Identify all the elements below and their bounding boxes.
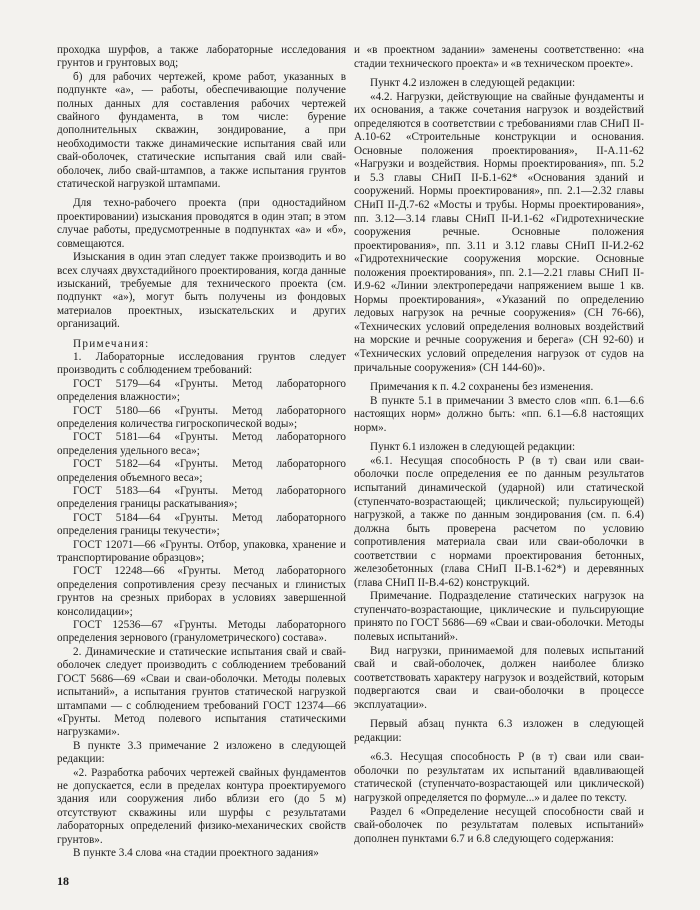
paragraph: Пункт 6.1 изложен в следующей редакции: bbox=[370, 441, 576, 454]
gost-item: ГОСТ 5182—64 «Грунты. Метод лабораторного определения объемного веса»; bbox=[57, 458, 346, 484]
paragraph: Изыскания в один этап следует также производить и во всех случаях двухстадийного проектирования, когда данные изысканий, требуемые для технического проекта (см. подпункт «а»), могут быть получены из фондовых материалов проектных, изыскательских и других организаций. bbox=[57, 251, 346, 331]
paragraph: «2. Разработка рабочих чертежей свайных фундаментов не допускается, если в пределах контура проектируемого здания или сооружения либо вблизи его (до 5 м) отсутствуют скважины или шурфы с результатами лабораторных определений физико-механических свойств грунтов». bbox=[57, 766, 346, 846]
paragraph: Первый абзац пункта 6.3 изложен в следующей редакции: bbox=[354, 718, 644, 744]
paragraph: Вид нагрузки, принимаемой для полевых испытаний свай и свай-оболочек, должен наиболее близко соответствовать характеру нагрузок и воздействий, которым подвергаются сваи и сваи-оболочки в процессе эксплуатации». bbox=[354, 644, 644, 711]
paragraph: 1. Лабораторные исследования грунтов следует производить с соблюдением требований: bbox=[57, 350, 346, 377]
gost-item: ГОСТ 5181—64 «Грунты. Метод лабораторного определения удельного веса»; bbox=[57, 431, 346, 457]
gost-item: ГОСТ 12536—67 «Грунты. Методы лабораторного определения зернового (гранулометрического) состава». bbox=[57, 619, 346, 645]
paragraph: Для техно-рабочего проекта (при одностадийном проектировании) изыскания проводятся в один этап; в этом случае работы, предусмотренные в подпунктах «а» и «б», совмещаются. bbox=[57, 197, 346, 250]
paragraph: Раздел 6 «Определение несущей способности свай и свай-оболочек по результатам полевых испытаний» дополнен пунктами 6.7 и 6.8 следующего содержания: bbox=[354, 805, 644, 845]
paragraph: 2. Динамические и статические испытания свай и свай-оболочек следует производить с соблюдением требований ГОСТ 5686—69 «Сваи и сваи-оболочки. Методы полевых испытаний», а испытания грунтов статической нагрузкой штампами — с соблюдением требований ГОСТ 12374—66 «Грунты. Метод полевого испытания статическими нагрузками». bbox=[57, 645, 346, 739]
gost-item: ГОСТ 12248—66 «Грунты. Метод лабораторного определения сопротивления срезу песчаных и глинистых грунтов на срезных приборах в условиях завершенной консолидации»; bbox=[57, 565, 346, 618]
gost-item: ГОСТ 5183—64 «Грунты. Метод лабораторного определения границы раскатывания»; bbox=[57, 485, 346, 511]
paragraph: б) для рабочих чертежей, кроме работ, указанных в подпункте «а», — работы, обеспечивающие получение полных данных для составления рабочих чертежей свайного фундамента, в том числе: бурение дополнительных скважин, зондирование, а при необходимости также динамические испытания свай или свай-оболочек, статические испытания свай или свай-оболочек, либо свай-штампов, а также испытания грунтов статической нагрузкой штампами. bbox=[57, 70, 346, 191]
paragraph: и «в проектном задании» заменены соответственно: «на стадии технического проекта» и «в техническом проекте». bbox=[354, 44, 644, 70]
paragraph: В пункте 3.3 примечание 2 изложено в следующей редакции: bbox=[57, 739, 346, 766]
note: Примечание. Подразделение статических нагрузок на ступенчато-возрастающие, циклические и пульсирующие принято по ГОСТ 5686—69 «Сваи и сваи-оболочки. Методы полевых испытаний». bbox=[354, 590, 644, 643]
paragraph: В пункте 3.4 слова «на стадии проектного задания» bbox=[73, 846, 319, 859]
gost-item: ГОСТ 12071—66 «Грунты. Отбор, упаковка, хранение и транспортирование образцов»; bbox=[57, 538, 346, 565]
paragraph: Примечания к п. 4.2 сохранены без изменения. bbox=[370, 381, 594, 394]
gost-item: ГОСТ 5184—64 «Грунты. Метод лабораторного определения границы текучести»; bbox=[57, 511, 346, 538]
notes-heading: Примечания: bbox=[73, 337, 150, 350]
paragraph: «4.2. Нагрузки, действующие на свайные фундаменты и их основания, а также сочетания нагрузок и воздействий определяются в соответствии с требованиями глав СНиП II-А.10-62 «Строительные конструкции и основания. Основные положения проектирования», II-А.11-62 «Нагрузки и воздействия. Нормы проектирования», пп. 5.2 и 5.3 главы СНиП II-Б.1-62* «Основания зданий и сооружений. Нормы проектирования», пп. 2.1—2.32 главы СНиП II-Д.7-62 «Мосты и трубы. Нормы проектирования», пп. 3.12—3.14 главы СНиП II-И.1-62 «Гидротехнические сооружения речные. Основные положения проектирования», пп. 3.11 и 3.12 главы СНиП II-И.2-62 «Гидротехнические сооружения морские. Основные положения проектирования», пп. 2.1—2.21 главы СНиП II-И.9-62 «Линии электропередачи напряжением выше 1 кв. Нормы проектирования», «Указаний по определению ледовых нагрузок на речные сооружения» (СН 76-66), «Технических условий определения волновых воздействий на морские и речные сооружения и берега» (СН 92-60) и «Технических условий определения нагрузок от судов на причальные сооружения» (СН 144-60)». bbox=[354, 90, 644, 374]
left-column bbox=[57, 44, 346, 860]
paragraph: Пункт 4.2 изложен в следующей редакции: bbox=[370, 77, 576, 90]
paragraph: «6.3. Несущая способность P (в т) сваи или сваи-оболочки по результатам их испытаний вдавливающей статической (ступенчато-возрастающей или циклической) нагрузкой определяется по формуле...» и далее по тексту. bbox=[354, 751, 644, 804]
gost-item: ГОСТ 5180—66 «Грунты. Метод лабораторного определения количества гигроскопической воды»; bbox=[57, 404, 346, 430]
paragraph: проходка шурфов, а также лабораторные исследования грунтов и грунтовых вод; bbox=[57, 44, 346, 70]
page-number: 18 bbox=[57, 874, 69, 888]
gost-item: ГОСТ 5179—64 «Грунты. Метод лабораторного определения влажности»; bbox=[57, 377, 346, 404]
paragraph: «6.1. Несущая способность P (в т) сваи или сваи-оболочки после определения ее по данным результатов испытаний динамической (ударной) или статической (ступенчато-возрастающей; циклической; пульсирующей) нагрузкой, а также по данным зондирования (см. п. 6.4) должна быть проверена расчетом по условию сопротивления материала сваи или сваи-оболочки в соответствии с нормами проектирования бетонных, железобетонных (глава СНиП II-В.1-62*) и деревянных (глава СНиП II-В.4-62) конструкций. bbox=[354, 454, 644, 589]
paragraph: В пункте 5.1 в примечании 3 вместо слов «пп. 6.1—6.6 настоящих норм» должно быть: «пп. 6.1—6.8 настоящих норм». bbox=[354, 394, 644, 434]
right-column bbox=[354, 44, 644, 846]
